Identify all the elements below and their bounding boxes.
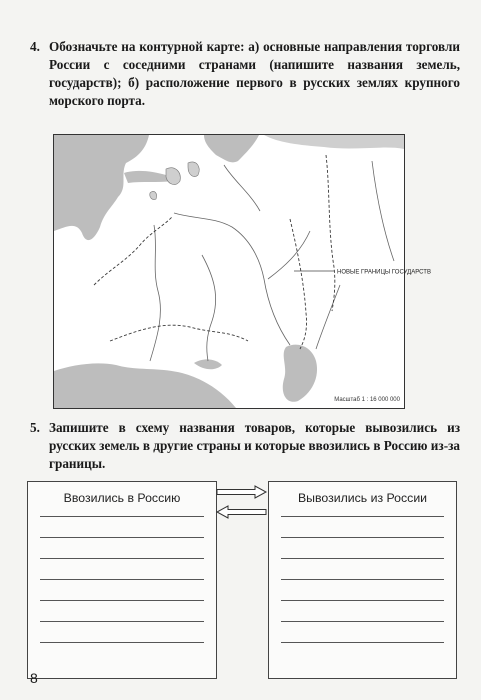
- white-sea: [204, 135, 259, 162]
- river-volga: [174, 213, 290, 345]
- river-kama: [268, 231, 310, 279]
- export-answer-line[interactable]: [281, 621, 444, 622]
- import-answer-line[interactable]: [40, 642, 204, 643]
- task-5: [30, 419, 460, 473]
- task-5-text: Запишите в схему названия товаров, которые вывозились из русских земель в другие страны и которые ввозились в Россию из-за границы.: [49, 420, 460, 471]
- export-answer-line[interactable]: [281, 642, 444, 643]
- task-4-number: 4.: [30, 39, 40, 54]
- map-legend-label: НОВЫЕ ГРАНИЦЫ ГОСУДАРСТВ: [337, 269, 431, 276]
- black-sea: [54, 363, 236, 408]
- river-don: [202, 255, 216, 361]
- border-line-west: [94, 217, 172, 285]
- import-answer-line[interactable]: [40, 621, 204, 622]
- gulf-of-finland: [124, 171, 172, 183]
- import-answer-line[interactable]: [40, 558, 204, 559]
- export-answer-line[interactable]: [281, 558, 444, 559]
- river-ural: [316, 285, 340, 349]
- river-northern-dvina: [224, 165, 260, 211]
- export-box: [268, 481, 457, 679]
- page-number: 8: [30, 670, 38, 686]
- river-ob: [372, 161, 394, 261]
- arrow-left-icon: [215, 505, 268, 519]
- lake-onega: [188, 162, 199, 177]
- lake-peipus: [150, 191, 157, 199]
- import-box-title: Ввозились в Россию: [63, 491, 181, 505]
- export-answer-line[interactable]: [281, 537, 444, 538]
- import-answer-line[interactable]: [40, 537, 204, 538]
- arrow-right-icon: [215, 485, 268, 499]
- map-scale-label: Масштаб 1 : 16 000 000: [334, 397, 400, 403]
- arctic-coast-water: [264, 135, 404, 149]
- task-4-text: Обозначьте на контурной карте: а) основные направления торговли России с соседними странами (напишите названия земель, государств); б) расположение первого в русских землях крупного морского порта.: [49, 39, 460, 108]
- river-dnieper: [150, 225, 160, 361]
- import-answer-line[interactable]: [40, 516, 204, 517]
- export-box-title: Вывозились из России: [297, 491, 428, 505]
- export-answer-line[interactable]: [281, 516, 444, 517]
- task-5-number: 5.: [30, 420, 40, 435]
- lake-ladoga: [166, 168, 180, 185]
- border-line-south: [110, 325, 248, 341]
- import-answer-line[interactable]: [40, 579, 204, 580]
- contour-map[interactable]: [53, 134, 431, 409]
- ural-mountains: [326, 155, 335, 311]
- import-answer-line[interactable]: [40, 600, 204, 601]
- task-4: [30, 38, 460, 110]
- export-answer-line[interactable]: [281, 579, 444, 580]
- export-answer-line[interactable]: [281, 600, 444, 601]
- border-line-east: [290, 219, 307, 349]
- contour-map-drawing: [54, 135, 431, 408]
- caspian-sea: [283, 345, 317, 402]
- import-box: [27, 481, 217, 679]
- baltic-sea: [54, 135, 149, 240]
